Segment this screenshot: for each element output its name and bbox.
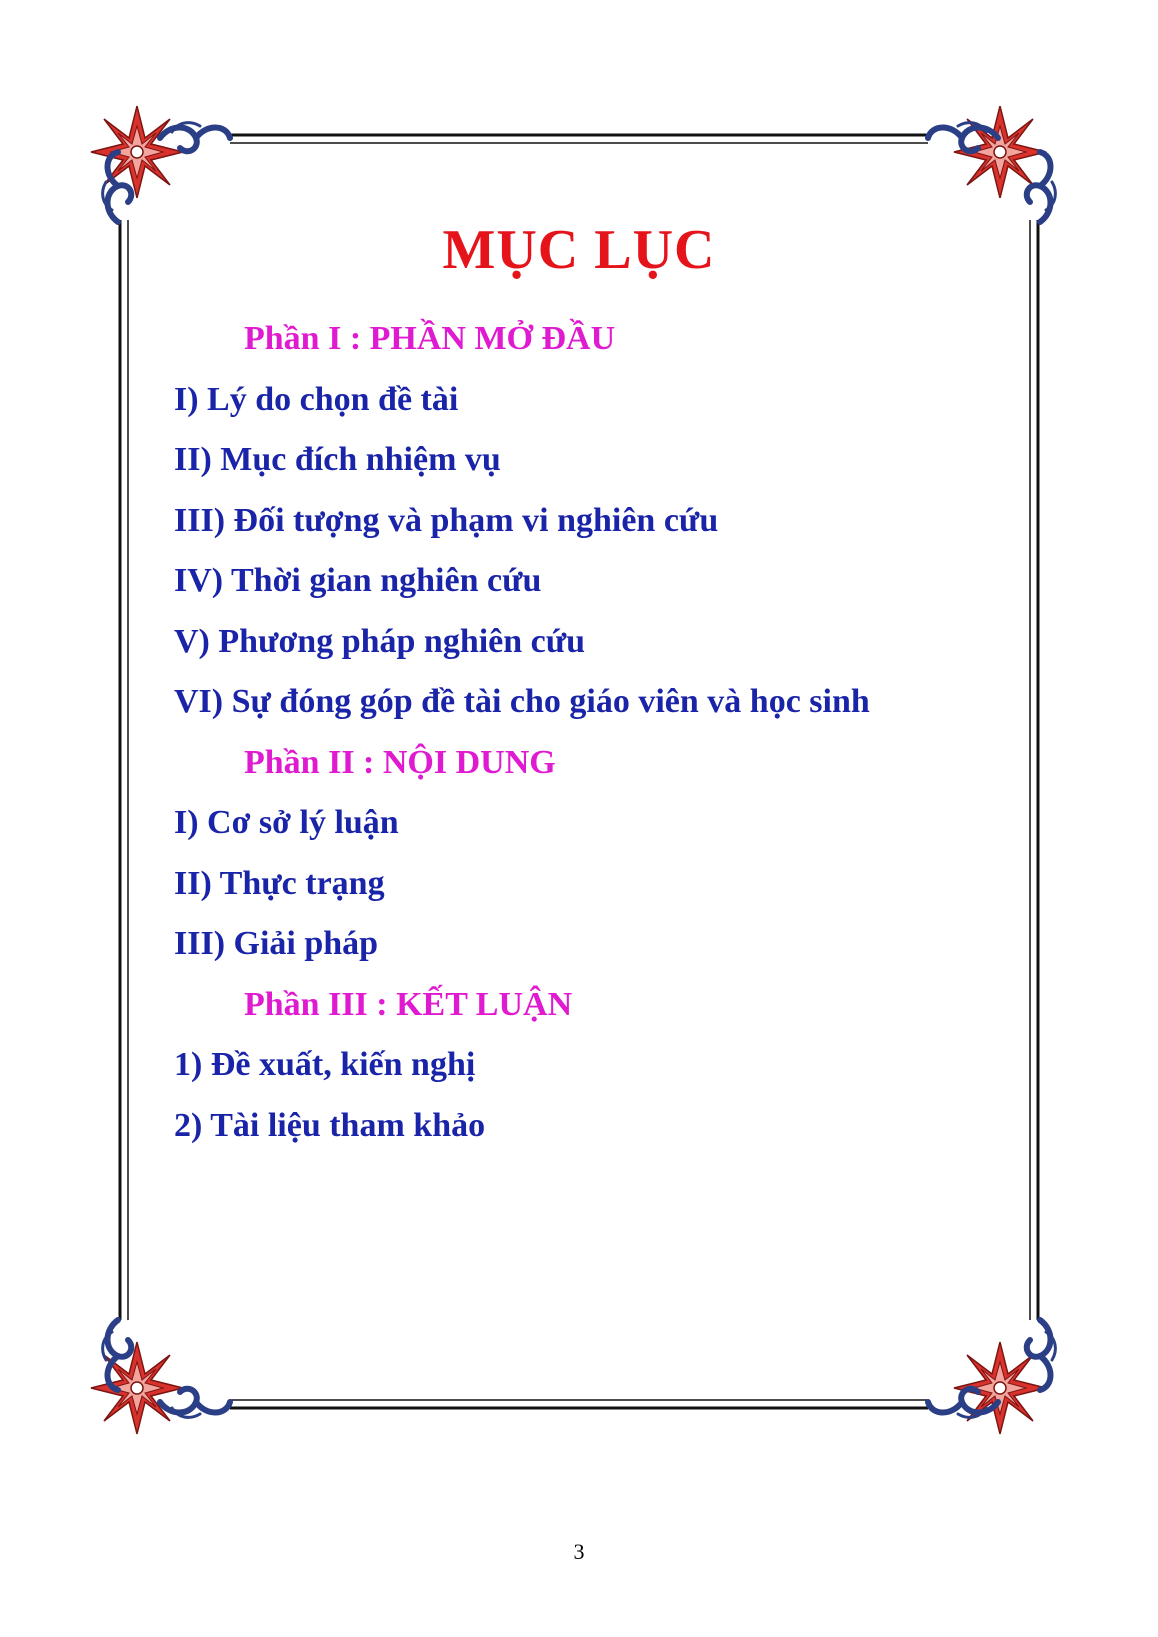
toc-entry: II) Thực trạng [174,864,385,902]
toc-section-heading: Phần III : KẾT LUẬN [244,985,573,1023]
toc-entry: V) Phương pháp nghiên cứu [174,622,586,660]
corner-ornament-bottom-left [91,1320,230,1434]
toc-section-heading: Phần II : NỘI DUNG [244,743,556,781]
toc-entry: 1) Đề xuất, kiến nghị [174,1046,476,1083]
corner-ornament-bottom-right [928,1320,1058,1434]
corner-ornament-top-right [928,106,1058,222]
toc-entry: II) Mục đích nhiệm vụ [174,441,501,478]
toc-entry: III) Giải pháp [174,925,379,962]
toc-section-heading: Phần I : PHẦN MỞ ĐẦU [244,320,616,357]
page-number: 3 [573,1539,585,1564]
corner-ornament-top-left [91,106,230,222]
table-of-contents [174,309,1034,1156]
toc-entry: III) Đối tượng và phạm vi nghiên cứu [174,501,719,539]
toc-entry: 2) Tài liệu tham khảo [174,1106,486,1144]
toc-entry: IV) Thời gian nghiên cứu [174,562,542,599]
toc-entry: VI) Sự đóng góp đề tài cho giáo viên và học sinh [174,683,870,720]
toc-entry: I) Lý do chọn đề tài [174,380,459,418]
toc-entry: I) Cơ sở lý luận [174,804,399,841]
page-title: MỤC LỤC [442,219,716,281]
